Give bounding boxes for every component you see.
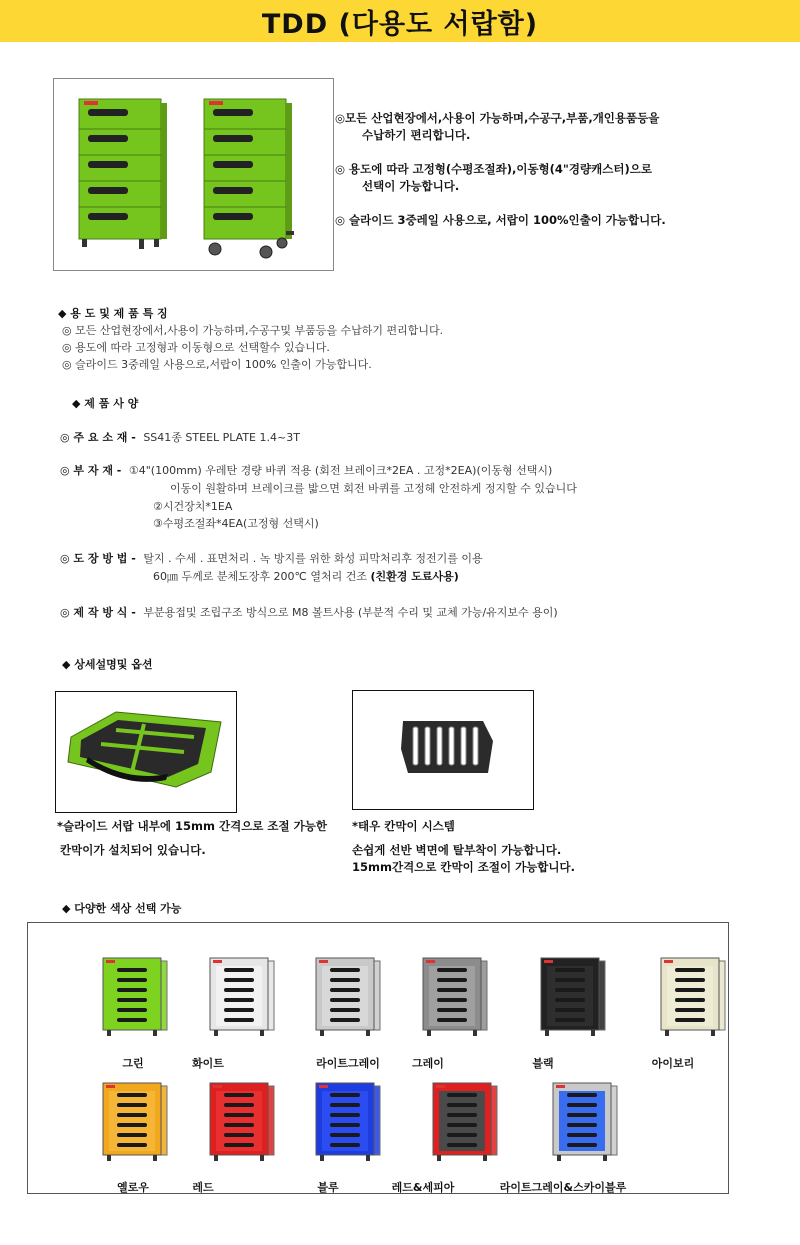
top-note-line: ◎모든 산업현장에서,사용이 가능하며,수공구,부품,개인용품등을 xyxy=(335,111,660,125)
spec-material-key: ◎ 주 요 소 재 - xyxy=(60,431,136,444)
detail-left-caption xyxy=(57,818,357,859)
spec-parts-line: ①4"(100mm) 우레탄 경량 바퀴 적용 (회전 브레이크*2EA . 고정*2EA)(이동형 선택시) xyxy=(128,464,553,477)
features-heading: ◆ 용 도 및 제 품 특 징 xyxy=(58,307,168,320)
spec-parts-line: ③수평조절좌*4EA(고정형 선택시) xyxy=(153,517,319,530)
spec-paint-line: 탈지 . 수세 . 표면처리 . 녹 방지를 위한 화성 피막처리후 정전기를 이용 xyxy=(143,552,483,565)
color-swatch-label: 화이트 xyxy=(192,1057,224,1070)
title-bar xyxy=(0,0,800,42)
spec-paint-line-2 xyxy=(153,568,773,585)
product-cabinets-illustration xyxy=(54,79,333,270)
spec-make-row xyxy=(60,604,790,621)
spec-material-value: SS41종 STEEL PLATE 1.4~3T xyxy=(143,431,300,444)
color-swatch-label: 옐로우 xyxy=(117,1181,149,1194)
spec-heading: ◆ 제 품 사 양 xyxy=(72,397,139,410)
top-note-line: ◎ 용도에 따라 고정형(수평조절좌),이동형(4"경량캐스터)으로 xyxy=(335,162,652,176)
color-swatch-label: 아이보리 xyxy=(651,1057,695,1070)
color-swatch-cabinet xyxy=(661,958,725,1036)
color-swatch-cabinet xyxy=(316,1083,380,1161)
top-note-line: 선택이 가능합니다. xyxy=(362,179,460,193)
color-swatch-cabinet xyxy=(541,958,605,1036)
colors-heading: ◆ 다양한 색상 선택 가능 xyxy=(62,902,182,915)
color-swatch-cabinet xyxy=(433,1083,497,1161)
color-swatch-label: 그린 xyxy=(122,1057,144,1070)
partition-system-illustration xyxy=(353,691,533,809)
detail-left-line: *슬라이드 서랍 내부에 15mm 간격으로 조절 가능한 xyxy=(57,819,327,833)
spec-parts-row xyxy=(60,462,790,479)
cabinet-mobile-image xyxy=(204,99,294,258)
color-swatch-label: 레드&세피아 xyxy=(391,1181,455,1194)
top-note-line: 수납하기 편리합니다. xyxy=(362,128,471,142)
spec-parts-line: ②시건장치*1EA xyxy=(153,500,233,513)
page-title: TDD (다용도 서랍함) xyxy=(261,8,539,40)
features-item: ◎ 용도에 따라 고정형과 이동형으로 선택할수 있습니다. xyxy=(62,341,330,354)
product-image-frame xyxy=(53,78,334,271)
spec-paint-key: ◎ 도 장 방 법 - xyxy=(60,552,136,565)
drawer-divider-illustration xyxy=(56,692,236,812)
color-swatch-label: 블랙 xyxy=(532,1057,554,1070)
spec-make-key: ◎ 제 작 방 식 - xyxy=(60,606,136,619)
cabinet-fixed-image xyxy=(79,99,167,249)
top-notes xyxy=(335,110,795,229)
spec-paint-eco: (친환경 도료사용) xyxy=(370,570,459,583)
detail-left-line: 칸막이가 설치되어 있습니다. xyxy=(60,843,206,857)
color-swatch-label: 라이트그레이&스카이블루 xyxy=(499,1181,627,1194)
color-swatch-label: 레드 xyxy=(192,1181,214,1194)
detail-right-caption xyxy=(352,818,652,876)
spec-parts-key: ◎ 부 자 재 - xyxy=(60,464,122,477)
color-swatch-cabinet xyxy=(210,958,274,1036)
color-swatch-label: 그레이 xyxy=(412,1057,444,1070)
detail-right-line: 손쉽게 선반 벽면에 탈부착이 가능합니다. xyxy=(352,843,562,857)
color-swatch-cabinet xyxy=(103,958,167,1036)
detail-heading: ◆ 상세설명및 옵션 xyxy=(62,658,153,671)
spec-paint-line: 60㎛ 두께로 분체도장후 200℃ 열처리 건조 xyxy=(153,570,367,583)
detail-right-line: 15mm간격으로 칸막이 조절이 가능합니다. xyxy=(352,860,575,874)
color-swatch-cabinet xyxy=(210,1083,274,1161)
features-item: ◎ 모든 산업현장에서,사용이 가능하며,수공구및 부품등을 수납하기 편리합니다. xyxy=(62,324,444,337)
color-swatch-cabinet xyxy=(103,1083,167,1161)
color-swatch-cabinet xyxy=(553,1083,617,1161)
color-swatch-cabinet xyxy=(316,958,380,1036)
detail-right-line: *태우 칸막이 시스템 xyxy=(352,819,455,833)
partition-system-image-frame xyxy=(352,690,534,810)
color-swatch-label: 라이트그레이 xyxy=(316,1057,380,1070)
color-swatch-label: 블루 xyxy=(317,1181,339,1194)
spec-make-value: 부분용접및 조립구조 방식으로 M8 볼트사용 (부분적 수리 및 교체 가능/유지보수 용이) xyxy=(143,606,558,619)
features-section xyxy=(58,305,758,373)
features-item: ◎ 슬라이드 3중레일 사용으로,서랍이 100% 인출이 가능합니다. xyxy=(62,358,372,371)
top-note-line: ◎ 슬라이드 3중레일 사용으로, 서랍이 100%인출이 가능합니다. xyxy=(335,213,666,227)
color-swatch-cabinet xyxy=(423,958,487,1036)
spec-material-row xyxy=(60,429,780,446)
color-swatch-frame xyxy=(27,922,729,1194)
drawer-divider-image-frame xyxy=(55,691,237,813)
spec-paint-row xyxy=(60,550,780,567)
spec-parts-line: 이동이 원활하며 브레이크를 밟으면 회전 바퀴를 고정헤 안전하게 정지할 수 있습니다 xyxy=(170,482,577,495)
